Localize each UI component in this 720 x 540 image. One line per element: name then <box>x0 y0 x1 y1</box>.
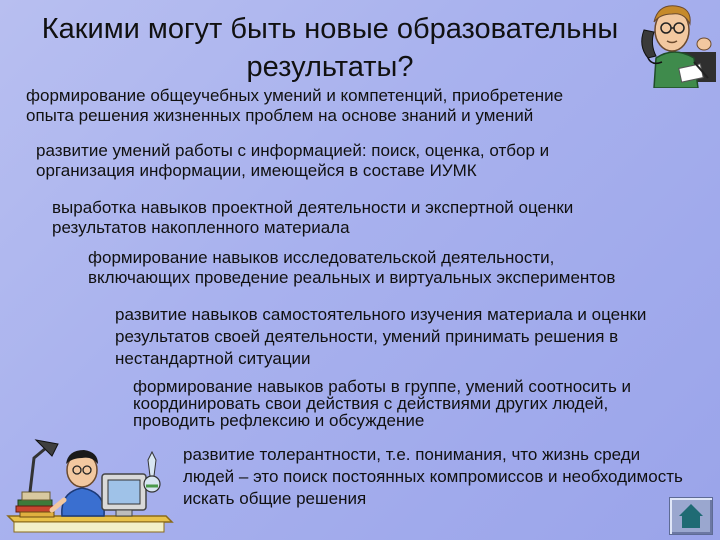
item-5-line-1: развитие навыков самостоятельного изучения материала и оценки <box>115 305 647 324</box>
title-line-1: Какими могут быть новые образовательны <box>41 13 619 45</box>
item-7-line-3: искать общие решения <box>183 489 367 508</box>
item-2-line-2: организация информации, имеющейся в составе ИУМК <box>36 161 477 180</box>
item-6-line-2: координировать свои действия с действиями других людей, <box>133 394 609 413</box>
title-line-2: результаты? <box>246 51 414 83</box>
result-item-1 <box>26 86 563 126</box>
item-1-line-2: опыта решения жизненных проблем на основе знаний и умений <box>26 106 534 125</box>
result-item-2 <box>36 141 549 181</box>
student-computer-desk-icon <box>6 430 174 535</box>
result-item-5 <box>115 304 646 370</box>
item-5-line-3: нестандартной ситуации <box>115 349 311 368</box>
result-item-4 <box>88 248 615 288</box>
result-item-7 <box>183 444 683 510</box>
item-6-line-3: проводить рефлексию и обсуждение <box>133 411 425 430</box>
slide-title <box>20 10 640 86</box>
home-icon <box>670 498 712 534</box>
home-nav-button[interactable] <box>669 497 713 535</box>
item-6-line-1: формирование навыков работы в группе, умений соотносить и <box>133 377 632 396</box>
item-7-line-1: развитие толерантности, т.е. понимания, что жизнь среди <box>183 445 641 464</box>
item-7-line-2: людей – это поиск постоянных компромиссов и необходимость <box>183 467 683 486</box>
item-4-line-2: включающих проведение реальных и виртуальных экспериментов <box>88 268 616 287</box>
result-item-3 <box>52 198 573 238</box>
result-item-6 <box>133 378 631 429</box>
thinking-man-phone-icon <box>634 0 720 88</box>
item-3-line-2: результатов накопленного материала <box>52 218 350 237</box>
item-1-line-1: формирование общеучебных умений и компетенций, приобретение <box>26 86 564 105</box>
item-5-line-2: результатов своей деятельности, умений принимать решения в <box>115 327 619 346</box>
item-3-line-1: выработка навыков проектной деятельности и экспертной оценки <box>52 198 574 217</box>
item-2-line-1: развитие умений работы с информацией: поиск, оценка, отбор и <box>36 141 550 160</box>
item-4-line-1: формирование навыков исследовательской деятельности, <box>88 248 555 267</box>
